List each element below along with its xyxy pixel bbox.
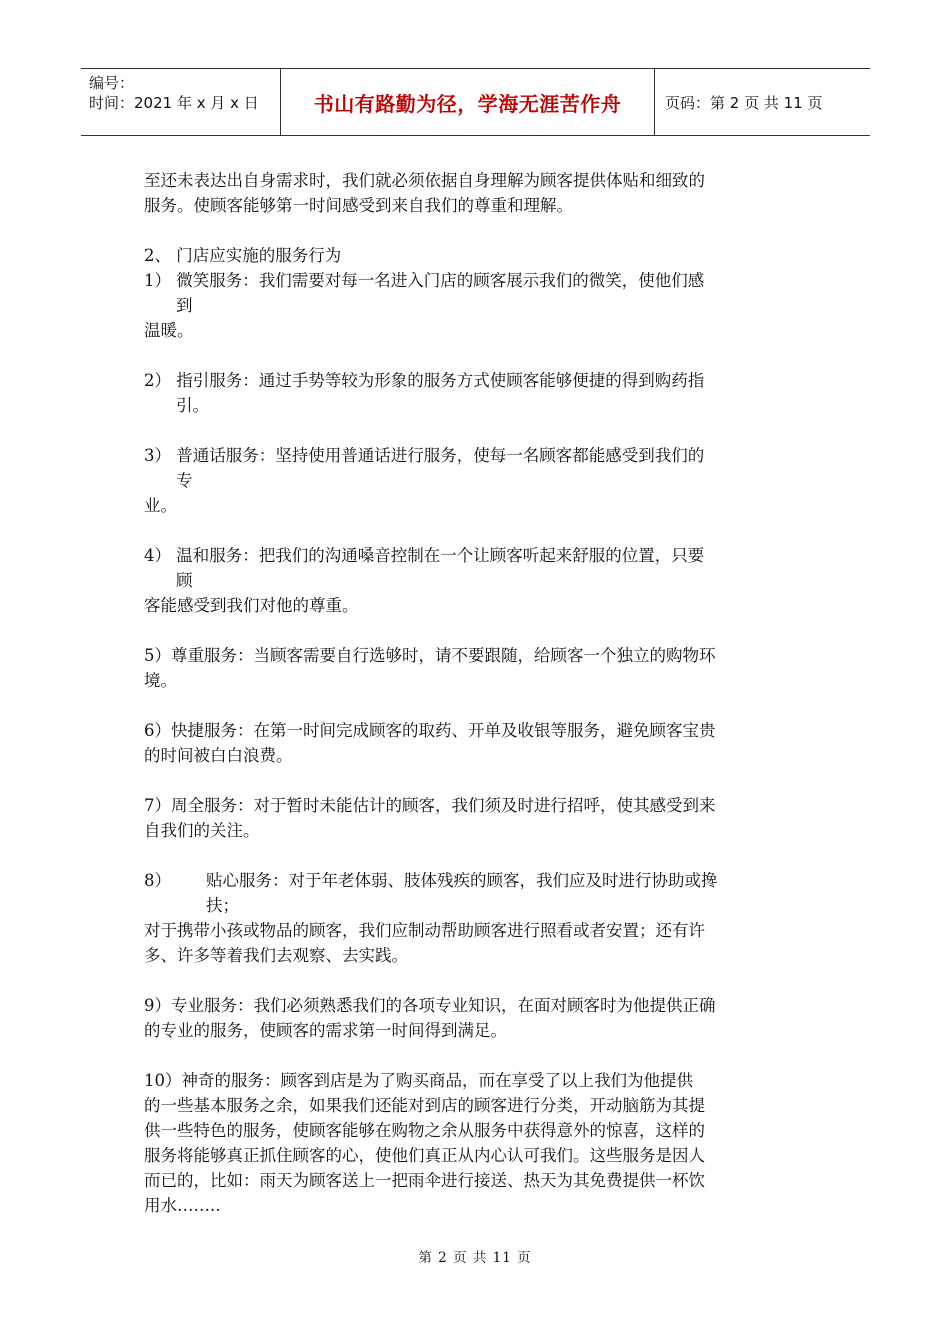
section-title: 2、 门店应实施的服务行为 xyxy=(144,246,342,265)
list-item-continuation: 到 xyxy=(176,296,193,315)
list-item-continuation: 引。 xyxy=(176,396,209,415)
list-item-continuation: 境。 xyxy=(144,671,177,690)
header-meta xyxy=(81,69,281,135)
list-item-continuation: 供一些特色的服务，使顾客能够在购物之余从服务中获得意外的惊喜，这样的 xyxy=(144,1121,705,1140)
header-motto: 书山有路勤为径，学海无涯苦作舟 xyxy=(281,69,655,135)
list-item-continuation: 用水…….. xyxy=(144,1196,221,1215)
list-item: 10）神奇的服务：顾客到店是为了购买商品，而在享受了以上我们为他提供 xyxy=(144,1071,693,1090)
list-item-continuation: 自我们的关注。 xyxy=(144,821,260,840)
list-item-continuation: 客能感受到我们对他的尊重。 xyxy=(144,596,359,615)
header-page-info: 页码：第 2 页 共 11 页 xyxy=(665,93,823,112)
list-item-continuation: 专 xyxy=(176,471,193,490)
list-item: 9）专业服务：我们必须熟悉我们的各项专业知识，在面对顾客时为他提供正确 xyxy=(144,996,716,1015)
list-item-continuation: 温暖。 xyxy=(144,321,194,340)
page-footer: 第 2 页 共 11 页 xyxy=(418,1250,532,1266)
list-item xyxy=(144,868,812,918)
list-item-continuation: 服务将能够真正抓住顾客的心，使他们真正从内心认可我们。这些服务是因人 xyxy=(144,1146,705,1165)
list-item-continuation: 业。 xyxy=(144,496,177,515)
list-item: 5）尊重服务：当顾客需要自行选够时，请不要跟随，给顾客一个独立的购物环 xyxy=(144,646,716,665)
list-item-continuation: 的时间被白白浪费。 xyxy=(144,746,293,765)
page-header xyxy=(81,68,870,136)
list-item-continuation: 多、许多等着我们去观察、去实践。 xyxy=(144,946,408,965)
list-item-continuation: 对于携带小孩或物品的顾客，我们应制动帮助顾客进行照看或者安置；还有许 xyxy=(144,921,705,940)
list-item: 7）周全服务：对于暂时未能估计的顾客，我们须及时进行招呼，使其感受到来 xyxy=(144,796,716,815)
list-item: 4） 温和服务：把我们的沟通嗓音控制在一个让顾客听起来舒服的位置，只要 xyxy=(144,546,705,565)
list-item: 1） 微笑服务：我们需要对每一名进入门店的顾客展示我们的微笑，使他们感 xyxy=(144,271,705,290)
list-item-text: 贴心服务：对于年老体弱、肢体残疾的顾客，我们应及时进行协助或搀 xyxy=(206,871,718,890)
list-item-continuation: 的一些基本服务之余，如果我们还能对到店的顾客进行分类，开动脑筋为其提 xyxy=(144,1096,705,1115)
document-body xyxy=(144,168,812,1218)
number-label: 编号： xyxy=(89,74,135,92)
list-item-continuation: 顾 xyxy=(176,571,193,590)
time-label: 时间：2021 年 x 月 x 日 xyxy=(89,94,259,112)
list-item-continuation: 而已的，比如：雨天为顾客送上一把雨伞进行接送、热天为其免费提供一杯饮 xyxy=(144,1171,705,1190)
list-item: 6）快捷服务：在第一时间完成顾客的取药、开单及收银等服务，避免顾客宝贵 xyxy=(144,721,716,740)
list-item-continuation: 扶； xyxy=(206,896,239,915)
list-item-number: 8） xyxy=(144,871,171,890)
list-item-continuation: 的专业的服务，使顾客的需求第一时间得到满足。 xyxy=(144,1021,507,1040)
intro-line: 至还未表达出自身需求时，我们就必须依据自身理解为顾客提供体贴和细致的 xyxy=(144,171,705,190)
list-item: 3） 普通话服务：坚持使用普通话进行服务，使每一名顾客都能感受到我们的 xyxy=(144,446,705,465)
list-item: 2） 指引服务：通过手势等较为形象的服务方式使顾客能够便捷的得到购药指 xyxy=(144,371,705,390)
intro-line: 服务。使顾客能够第一时间感受到来自我们的尊重和理解。 xyxy=(144,196,573,215)
